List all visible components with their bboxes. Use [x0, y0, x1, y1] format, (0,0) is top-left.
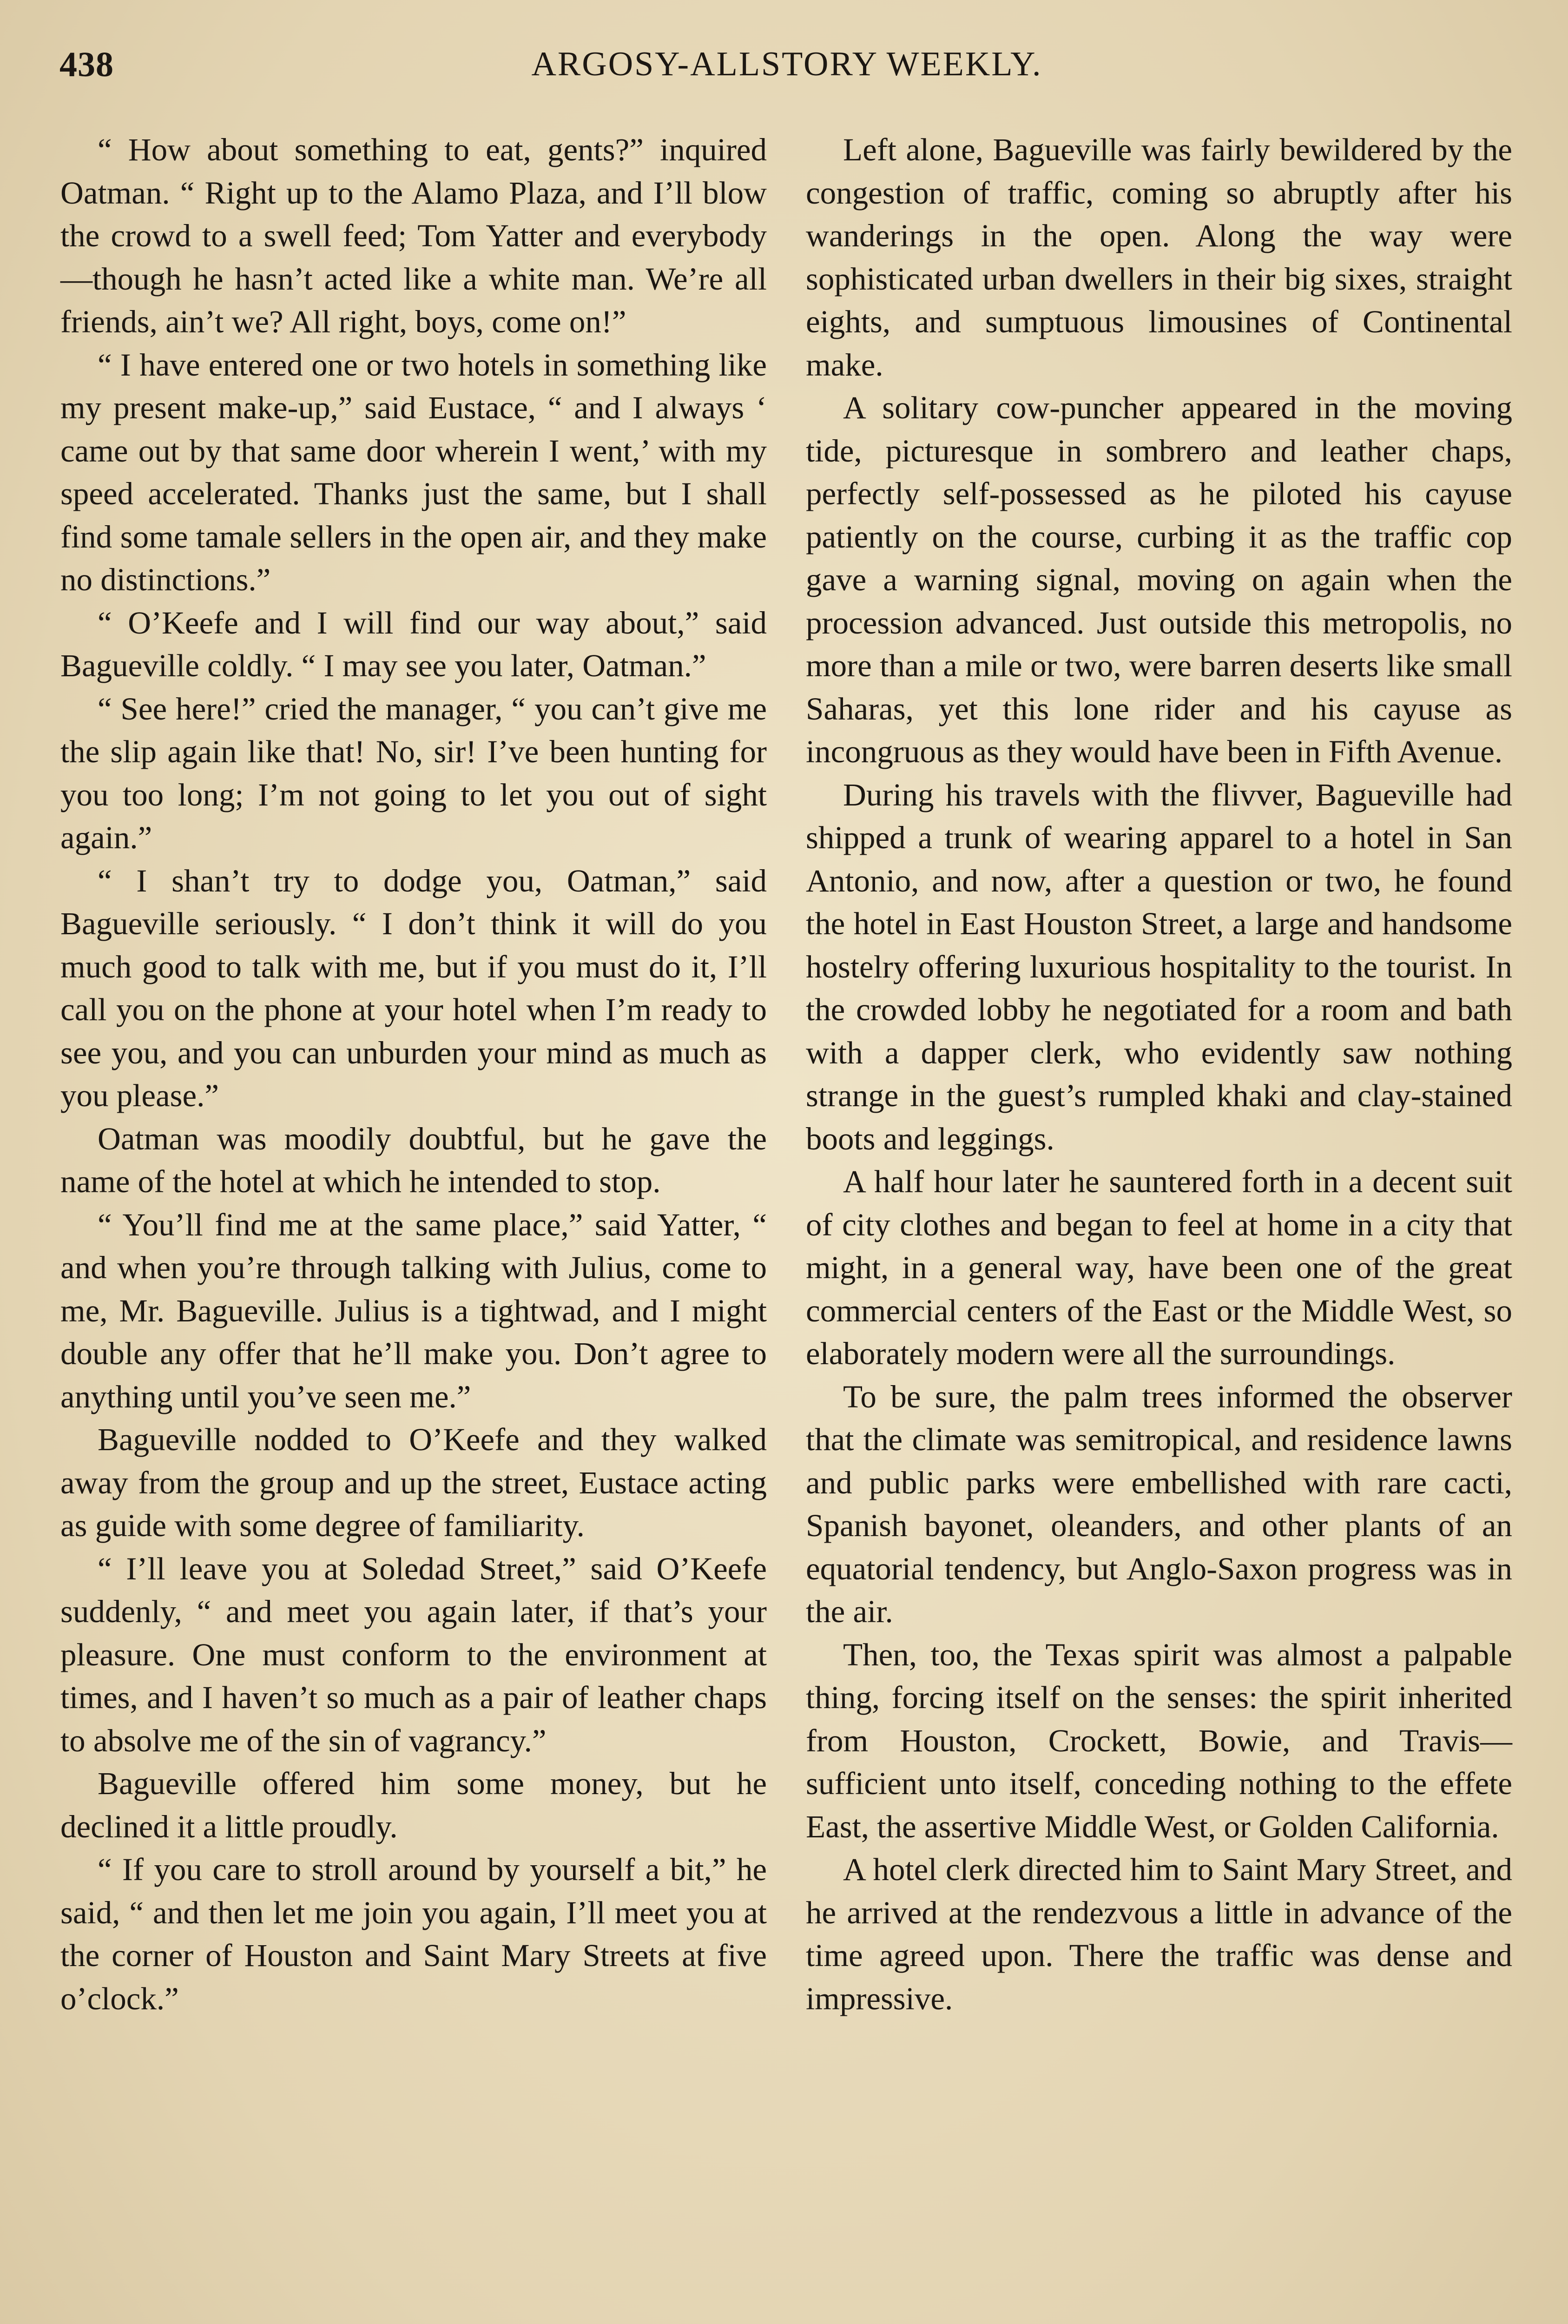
paragraph: A solitary cow-puncher appeared in the moving tide, picturesque in sombrero and leather chaps, perfectly self-possessed as he piloted his cayuse patiently on the course, curbing it as the traffic cop gave a warning signal, moving on again when the procession advanced. Just outside this metropolis, no more than a mile or two, were barren deserts like small Saharas, yet this lone rider and his cayuse as incongruous as they would have been in Fifth Avenue.	[806, 390, 1512, 769]
right-column	[806, 128, 1512, 2020]
paragraph: A half hour later he sauntered forth in a decent suit of city clothes and began to feel at home in a city that might, in a general way, have been one of the great commercial centers of the East or the Middle West, so elaborately modern were all the surroundings.	[806, 1164, 1512, 1371]
paragraph: “ I have entered one or two hotels in something like my present make-up,” said Eustace, “ and I always ‘ came out by that same door wherein I went,’ with my speed accelerated. Thanks just the same, but I shall find some tamale sellers in the open air, and they make no distinctions.”	[60, 347, 767, 597]
paragraph: “ How about something to eat, gents?” inquired Oatman. “ Right up to the Alamo Plaza, and I’ll blow the crowd to a swell feed; Tom Yatter and everybody—though he hasn’t acted like a white man. We’re all friends, ain’t we? All right, boys, come on!”	[60, 132, 767, 339]
paragraph: Bagueville nodded to O’Keefe and they walked away from the group and up the street, Eustace acting as guide with some degree of familiarity.	[60, 1422, 767, 1543]
paragraph: During his travels with the flivver, Bagueville had shipped a trunk of wearing apparel to a hotel in San Antonio, and now, after a question or two, he found the hotel in East Houston Street, a large and handsome hostelry offering luxurious hospitality to the tourist. In the crowded lobby he negotiated for a room and bath with a dapper clerk, who evidently saw nothing strange in the guest’s rumpled khaki and clay-stained boots and leggings.	[806, 777, 1512, 1156]
paragraph: Left alone, Bagueville was fairly bewildered by the congestion of traffic, coming so abruptly after his wanderings in the open. Along the way were sophisticated urban dwellers in their big sixes, straight eights, and sumptuous limousines of Continental make.	[806, 132, 1512, 383]
paragraph: Then, too, the Texas spirit was almost a palpable thing, forcing itself on the senses: the spirit inherited from Houston, Crockett, Bowie, and Travis—sufficient unto itself, conceding nothing to the effete East, the assertive Middle West, or Golden California.	[806, 1637, 1512, 1844]
paragraph: To be sure, the palm trees informed the observer that the climate was semitropical, and residence lawns and public parks were embellished with rare cacti, Spanish bayonet, oleanders, and other plants of an equatorial tendency, but Anglo-Saxon progress was in the air.	[806, 1379, 1512, 1629]
paragraph: “ O’Keefe and I will find our way about,” said Bagueville coldly. “ I may see you later, Oatman.”	[60, 605, 767, 683]
paragraph: “ You’ll find me at the same place,” said Yatter, “ and when you’re through talking with Julius, come to me, Mr. Bagueville. Julius is a tightwad, and I might double any offer that he’ll make you. Don’t agree to anything until you’ve seen me.”	[60, 1207, 767, 1414]
running-title: ARGOSY-ALLSTORY WEEKLY.	[531, 45, 1042, 83]
paragraph: A hotel clerk directed him to Saint Mary Street, and he arrived at the rendezvous a little in advance of the time agreed upon. There the traffic was dense and impressive.	[806, 1852, 1512, 2016]
paragraph: “ See here!” cried the manager, “ you can’t give me the slip again like that! No, sir! I’ve been hunting for you too long; I’m not going to let you out of sight again.”	[60, 691, 767, 855]
page-number: 438	[59, 45, 114, 84]
page-header	[59, 45, 1514, 100]
paragraph: “ I’ll leave you at Soledad Street,” said O’Keefe suddenly, “ and meet you again later, if that’s your pleasure. One must conform to the environment at times, and I haven’t so much as a pair of leather chaps to absolve me of the sin of vagrancy.”	[60, 1551, 767, 1758]
paragraph: Oatman was moodily doubtful, but he gave the name of the hotel at which he intended to stop.	[60, 1121, 767, 1199]
paragraph: Bagueville offered him some money, but he declined it a little proudly.	[60, 1766, 767, 1844]
paragraph: “ I shan’t try to dodge you, Oatman,” said Bagueville seriously. “ I don’t think it will do you much good to talk with me, but if you must do it, I’ll call you on the phone at your hotel when I’m ready to see you, and you can unburden your mind as much as you please.”	[60, 863, 767, 1113]
left-column	[60, 128, 767, 2020]
paragraph: “ If you care to stroll around by yourself a bit,” he said, “ and then let me join you again, I’ll meet you at the corner of Houston and Saint Mary Streets at five o’clock.”	[60, 1852, 767, 2016]
